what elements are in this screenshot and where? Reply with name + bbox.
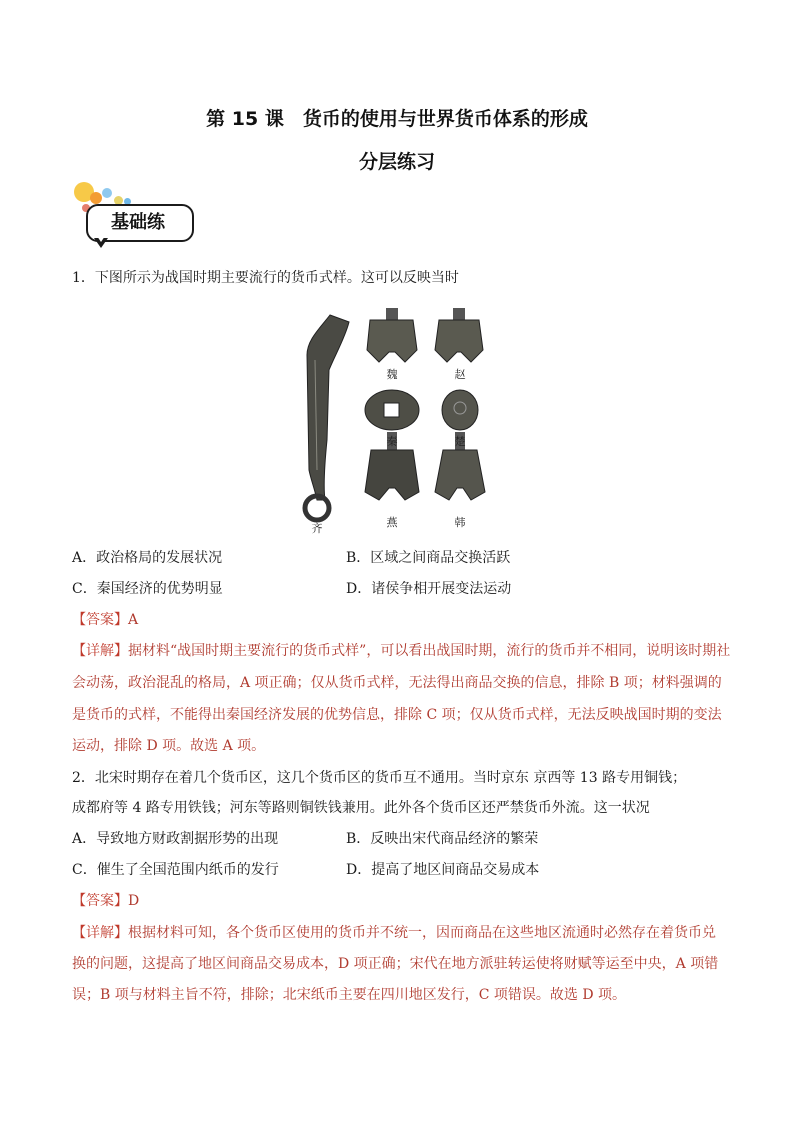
explain-label: 【详解】 xyxy=(72,925,128,941)
page-title: 第 15 课 货币的使用与世界货币体系的形成 xyxy=(206,108,588,130)
label-zhao: 赵 xyxy=(454,368,466,381)
question-2-explain-line: 【详解】根据材料可知，各个货币区使用的货币并不统一，因而商品在这些地区流通时必然存在着货币兑 xyxy=(72,925,716,941)
answer-label: 【答案】 xyxy=(72,893,128,909)
answer-value: A xyxy=(128,612,139,628)
question-1-explain-line: 是货币的式样，不能得出秦国经济发展的优势信息，排除 C 项；仅从货币式样，无法反映战国时期的变法 xyxy=(72,707,722,723)
question-1-option-b[interactable]: B．区域之间商品交换活跃 xyxy=(346,550,511,566)
label-qin: 秦 xyxy=(386,435,398,448)
question-2-explain-line: 换的问题，这提高了地区间商品交易成本，D 项正确；宋代在地方派驻转运使将财赋等运至中央，A 项错 xyxy=(72,956,719,972)
label-chu: 楚 xyxy=(454,435,466,448)
section-badge xyxy=(72,182,194,258)
question-1-explain-line: 运动，排除 D 项。故选 A 项。 xyxy=(72,738,266,754)
question-2-option-d[interactable]: D．提高了地区间商品交易成本 xyxy=(346,862,540,878)
answer-value: D xyxy=(128,893,140,909)
question-1-option-c[interactable]: C．秦国经济的优势明显 xyxy=(72,581,223,597)
badge-label: 基础练 xyxy=(111,212,165,233)
label-yan: 燕 xyxy=(386,516,398,529)
question-1-option-d[interactable]: D．诸侯争相开展变法运动 xyxy=(346,581,512,597)
qin-round-coin-icon xyxy=(365,390,419,430)
page-subtitle: 分层练习 xyxy=(358,151,435,173)
qi-knife-coin-icon xyxy=(305,315,349,520)
answer-label: 【答案】 xyxy=(72,612,128,628)
decor-dot-icon xyxy=(102,188,112,198)
explain-label: 【详解】 xyxy=(72,643,128,659)
wei-spade-coin-icon xyxy=(367,308,417,362)
label-han: 韩 xyxy=(454,516,466,529)
question-2-answer xyxy=(72,891,732,911)
question-2-option-c[interactable]: C．催生了全国范围内纸币的发行 xyxy=(72,862,279,878)
warring-states-coins-figure xyxy=(295,300,505,535)
question-2-option-b[interactable]: B．反映出宋代商品经济的繁荣 xyxy=(346,831,539,847)
question-1-answer xyxy=(72,610,732,630)
question-2-explain-line: 误；B 项与材料主旨不符，排除；北宋纸币主要在四川地区发行，C 项错误。故选 D 项。 xyxy=(72,987,627,1003)
decor-dot-icon xyxy=(90,192,102,204)
question-1-option-a[interactable]: A．政治格局的发展状况 xyxy=(72,550,223,566)
question-1-explain-line: 【详解】据材料“战国时期主要流行的货币式样”，可以看出战国时期，流行的货币并不相同，说明该时期社 xyxy=(72,643,731,659)
question-2-stem: 2．北宋时期存在着几个货币区，这几个货币区的货币互不通用。当时京东 京西等 13 路专用铜钱； xyxy=(72,770,687,786)
question-2-stem: 成都府等 4 路专用铁钱；河东等路则铜铁钱兼用。此外各个货币区还严禁货币外流。这一状况 xyxy=(72,800,650,816)
question-2-option-a[interactable]: A．导致地方财政割据形势的出现 xyxy=(72,831,279,847)
label-qi: 齐 xyxy=(311,522,323,535)
chu-antnose-coin-icon xyxy=(442,390,478,430)
question-1-explain-line: 会动荡，政治混乱的格局，A 项正确；仅从货币式样，无法得出商品交换的信息，排除 B 项；材料强调的 xyxy=(72,675,722,691)
zhao-spade-coin-icon xyxy=(435,308,483,362)
question-1-stem: 1．下图所示为战国时期主要流行的货币式样。这可以反映当时 xyxy=(72,270,459,286)
label-wei: 魏 xyxy=(386,368,398,381)
